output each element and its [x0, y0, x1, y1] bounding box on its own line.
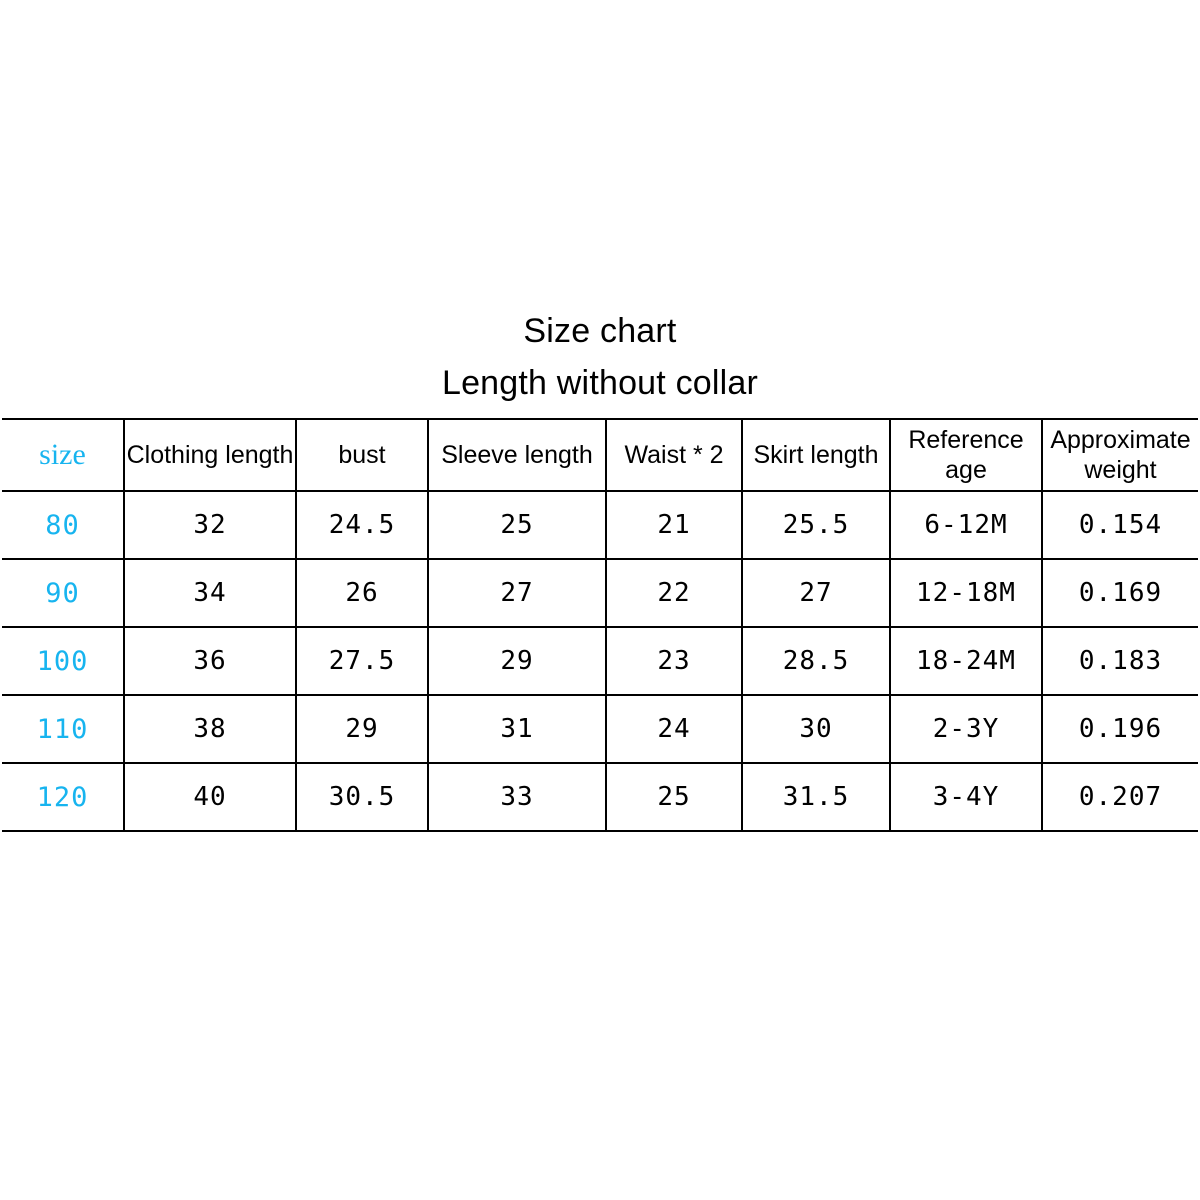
- cell-clothing-length: 36: [124, 627, 296, 695]
- table-row: [2, 627, 1198, 695]
- cell-clothing-length: 32: [124, 491, 296, 559]
- cell-clothing-length: 38: [124, 695, 296, 763]
- cell-bust: 30.5: [296, 763, 428, 831]
- page-title: Size chart: [523, 312, 677, 350]
- cell-sleeve-length: 25: [428, 491, 606, 559]
- cell-approximate-weight: 0.154: [1042, 491, 1198, 559]
- table-row: [2, 763, 1198, 831]
- column-header-clothing-length: Clothing length: [124, 419, 296, 491]
- cell-skirt-length: 30: [742, 695, 890, 763]
- cell-bust: 29: [296, 695, 428, 763]
- cell-approximate-weight: 0.183: [1042, 627, 1198, 695]
- cell-size: 120: [2, 763, 124, 831]
- table-header-row: [2, 419, 1198, 491]
- cell-waist: 21: [606, 491, 742, 559]
- column-header-skirt-length: Skirt length: [742, 419, 890, 491]
- cell-bust: 24.5: [296, 491, 428, 559]
- cell-reference-age: 3-4Y: [890, 763, 1042, 831]
- cell-reference-age: 6-12M: [890, 491, 1042, 559]
- column-header-sleeve-length: Sleeve length: [428, 419, 606, 491]
- column-header-size: size: [2, 419, 124, 491]
- cell-waist: 23: [606, 627, 742, 695]
- column-header-waist: Waist * 2: [606, 419, 742, 491]
- cell-skirt-length: 25.5: [742, 491, 890, 559]
- cell-reference-age: 12-18M: [890, 559, 1042, 627]
- table-row: [2, 559, 1198, 627]
- cell-sleeve-length: 27: [428, 559, 606, 627]
- cell-skirt-length: 27: [742, 559, 890, 627]
- cell-approximate-weight: 0.169: [1042, 559, 1198, 627]
- cell-sleeve-length: 33: [428, 763, 606, 831]
- cell-approximate-weight: 0.196: [1042, 695, 1198, 763]
- cell-size: 90: [2, 559, 124, 627]
- cell-size: 100: [2, 627, 124, 695]
- cell-size: 110: [2, 695, 124, 763]
- cell-bust: 27.5: [296, 627, 428, 695]
- page-subtitle: Length without collar: [441, 364, 759, 402]
- cell-waist: 25: [606, 763, 742, 831]
- column-header-reference-age: Reference age: [890, 419, 1042, 491]
- cell-sleeve-length: 29: [428, 627, 606, 695]
- cell-clothing-length: 34: [124, 559, 296, 627]
- cell-waist: 24: [606, 695, 742, 763]
- cell-clothing-length: 40: [124, 763, 296, 831]
- column-header-bust: bust: [296, 419, 428, 491]
- cell-reference-age: 2-3Y: [890, 695, 1042, 763]
- cell-sleeve-length: 31: [428, 695, 606, 763]
- cell-approximate-weight: 0.207: [1042, 763, 1198, 831]
- cell-skirt-length: 31.5: [742, 763, 890, 831]
- cell-waist: 22: [606, 559, 742, 627]
- size-chart-table: [2, 418, 1198, 832]
- cell-bust: 26: [296, 559, 428, 627]
- chart-titles: [0, 305, 1200, 409]
- table-row: [2, 491, 1198, 559]
- table-row: [2, 695, 1198, 763]
- cell-size: 80: [2, 491, 124, 559]
- cell-skirt-length: 28.5: [742, 627, 890, 695]
- cell-reference-age: 18-24M: [890, 627, 1042, 695]
- size-chart-table-wrap: [2, 418, 1198, 832]
- column-header-approximate-weight: Approximate weight: [1042, 419, 1198, 491]
